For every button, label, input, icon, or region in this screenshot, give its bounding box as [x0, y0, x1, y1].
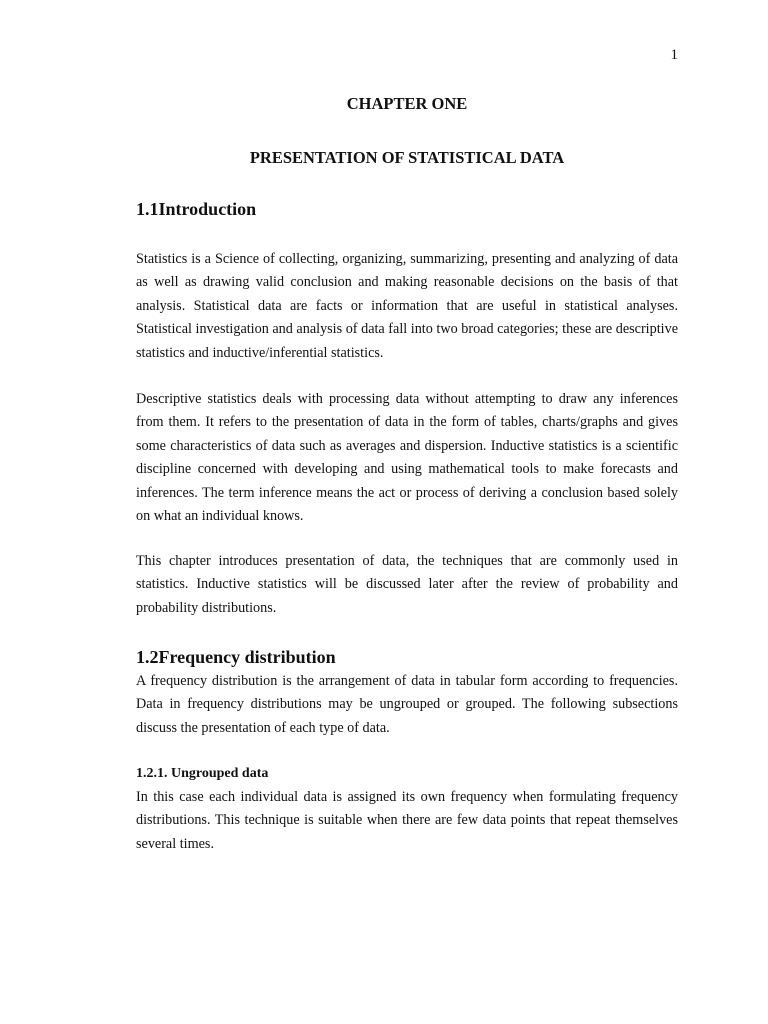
page-number: 1	[670, 47, 678, 63]
subsection-heading-ungrouped-data: 1.2.1. Ungrouped data	[136, 766, 269, 781]
section-number: 1.2	[136, 647, 159, 667]
chapter-title: CHAPTER ONE	[346, 94, 468, 113]
paragraph: Descriptive statistics deals with processing data without attempting to draw any inferences from them. It refers to the presentation of data in the form of tables, charts/graphs and gives some characteristics of data such as averages and dispersion. Inductive statistics is a scientific discipline concerned with developing and using mathematical tools to make forecasts and inferences. The term inference means the act or process of deriving a conclusion based solely on what an individual knows.	[136, 391, 678, 525]
section-number: 1.1	[136, 199, 159, 219]
paragraph: In this case each individual data is assigned its own frequency when formulating frequency distributions. This technique is suitable when there are few data points that repeat themselves several times.	[136, 789, 678, 852]
section-heading-frequency-distribution	[136, 645, 336, 669]
paragraph: A frequency distribution is the arrangement of data in tabular form according to frequencies. Data in frequency distributions may be ungrouped or grouped. The following subsections discuss the presentation of each type of data.	[136, 673, 678, 736]
section-title: Frequency distribution	[158, 647, 336, 667]
section-heading-introduction	[136, 197, 256, 221]
section-title: Introduction	[158, 199, 257, 219]
main-title: PRESENTATION OF STATISTICAL DATA	[249, 148, 565, 167]
paragraph: This chapter introduces presentation of data, the techniques that are commonly used in statistics. Inductive statistics will be discussed later after the review of probability and probability distributions.	[136, 553, 678, 616]
paragraph: Statistics is a Science of collecting, organizing, summarizing, presenting and analyzing of data as well as drawing valid conclusion and making reasonable decisions on the basis of that analysis. Statistical data are facts or information that are useful in statistical analyses. Statistical investigation and analysis of data fall into two broad categories; these are descriptive statistics and inductive/inferential statistics.	[136, 251, 678, 361]
